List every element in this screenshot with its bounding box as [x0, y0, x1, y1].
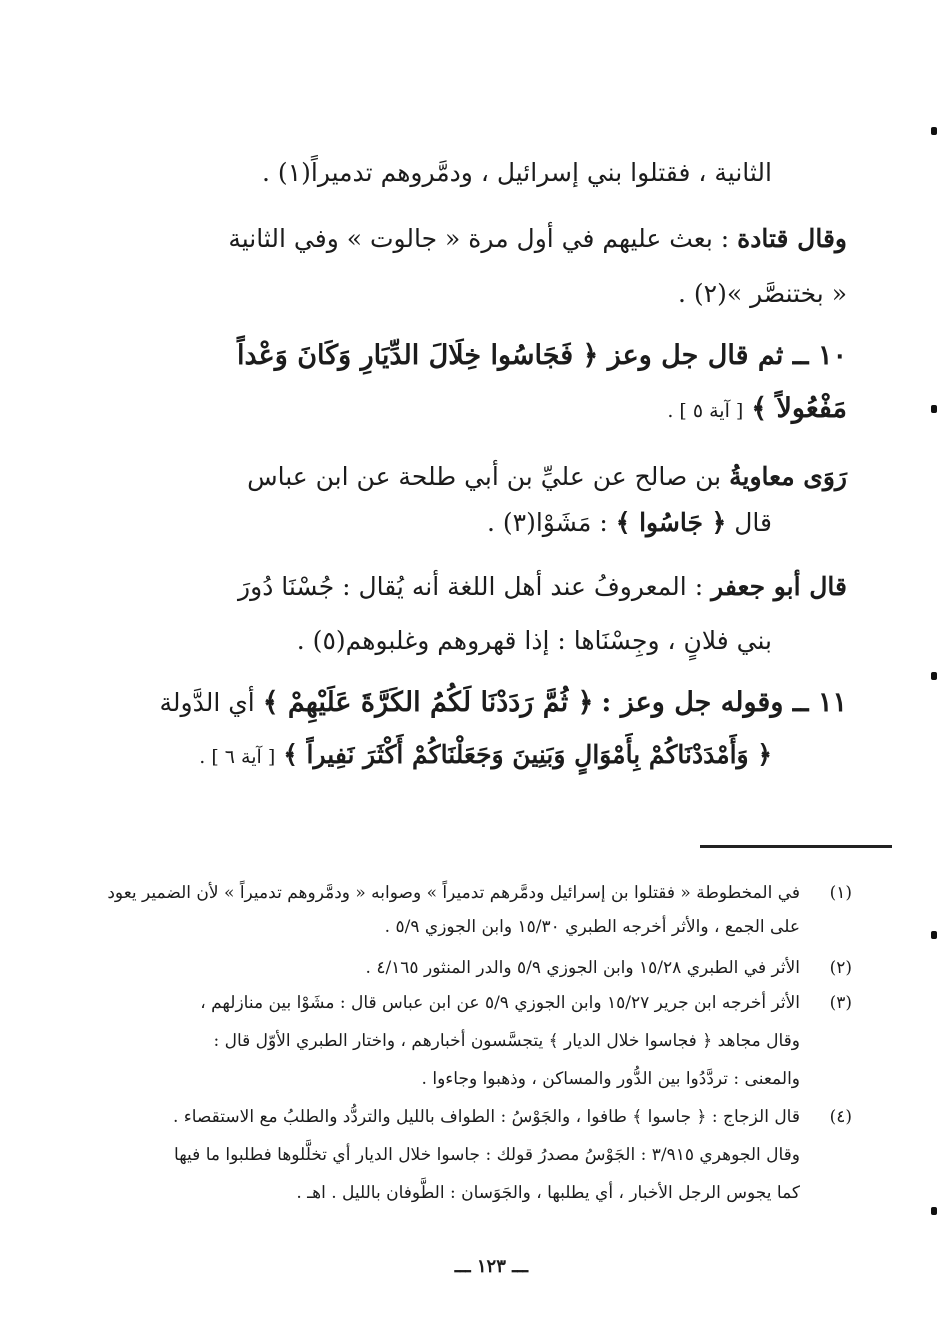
body-text: الثانية ، فقتلوا بني إسرائيل ، ودمَّروهم تدميراً(١) . — [262, 158, 772, 187]
verse-heading-line — [237, 339, 847, 373]
body-line — [238, 570, 847, 604]
body-text: بن صالح عن عليِّ بن أبي طلحة عن ابن عباس — [247, 462, 722, 491]
body-text: قال — [734, 508, 772, 537]
footnote-text: الأثر أخرجه ابن جرير ١٥/٢٧ وابن الجوزي ٥/٩ عن ابن عباس قال : مشَوْا بين منازلهم ، — [200, 993, 800, 1013]
body-line — [262, 156, 772, 190]
body-text: « بختنصَّر »(٢) . — [678, 279, 847, 308]
footnote-text: قال الزجاج : ﴿ جاسوا ﴾ طافوا ، والجَوْسُ : الطواف بالليل والتردُّد والطلبُ مع الاستقصاء . — [172, 1107, 800, 1127]
scan-edge-mark — [931, 672, 937, 680]
footnote-text: في المخطوطة « فقتلوا بن إسرائيل ودمَّرهم تدميراً » وصوابه « ودمَّروهم تدميراً » لأن الضمير يعود — [107, 883, 800, 903]
footnote-line — [296, 1180, 800, 1206]
footnote-line — [107, 880, 800, 906]
body-text: : المعروفُ عند أهل اللغة أنه يُقال : جُسْنَا دُورَ — [238, 572, 704, 601]
footnote-text: والمعنى : تردَّدُوا بين الدُّور والمساكن ، وذهبوا وجاءوا . — [421, 1069, 800, 1089]
footnote-text: وقال الجوهري ٣/٩١٥ : الجَوْسُ مصدرُ قولك : جاسوا خلال الديار أي تخلَّلوها فطلبوا ما فيها — [174, 1145, 800, 1165]
footnote-line — [385, 914, 800, 940]
body-line — [297, 624, 772, 658]
footnote-text: على الجمع ، والأثر أخرجه الطبري ١٥/٣٠ وابن الجوزي ٥/٩ . — [384, 917, 800, 937]
scan-edge-mark — [931, 1207, 937, 1215]
footnote-line — [366, 955, 801, 981]
footnote-text: الأثر في الطبري ١٥/٢٨ وابن الجوزي ٥/٩ والدر المنثور ٤/١٦٥ . — [365, 958, 800, 978]
speaker-name: وقال قتادة — [737, 224, 847, 253]
verse-reference: [ آية ٦ ] . — [199, 746, 276, 768]
speaker-name: قال أبو جعفر — [711, 572, 847, 601]
body-line — [678, 277, 847, 311]
body-text: : مَشَوْا(٣) . — [486, 508, 608, 537]
quran-verse: ﴿ ثُمَّ رَدَدْنَا لَكُمُ الكَرَّةَ عَلَيْهِمْ ﴾ — [262, 687, 594, 718]
body-line — [487, 506, 772, 540]
quran-verse: ﴿ وَأَمْدَدْنَاكُمْ بِأَمْوَالٍ وَبَنِينَ وَجَعَلْنَاكُمْ أَكْثَرَ نَفِيراً ﴾ — [283, 740, 772, 769]
footnote-line — [173, 1104, 800, 1130]
footnote-line — [213, 1028, 800, 1054]
narrator-name: رَوَى معاويةُ — [729, 462, 847, 491]
scan-edge-mark — [931, 127, 937, 135]
scan-edge-mark — [931, 931, 937, 939]
footnote-text: وقال مجاهد ﴿ فجاسوا خلال الديار ﴾ يتجسَّسون أخبارهم ، واختار الطبري الأوّل قال : — [213, 1031, 800, 1051]
footnote-text: كما يجوس الرجل الأخبار ، أي يطلبها ، والجَوَسان : الطَّوفان بالليل . اهـ . — [296, 1183, 800, 1203]
verse-number-heading: ١٠ ــ ثم قال جل وعز — [607, 340, 847, 371]
quran-verse: مَفْعُولاً ﴾ — [751, 393, 847, 424]
verse-line — [199, 738, 772, 774]
scan-edge-mark — [931, 405, 937, 413]
body-text: بني فلانٍ ، وجِسْنَاها : إذا قهروهم وغلبوهم(٥) . — [296, 626, 772, 655]
quran-word: ﴿ جَاسُوا ﴾ — [615, 508, 727, 537]
footnote-line — [422, 1066, 800, 1092]
quran-verse: ﴿ فَجَاسُوا خِلَالَ الدِّيَارِ وَكَانَ وَعْداً — [237, 340, 599, 371]
footnote-line — [174, 1142, 800, 1168]
verse-reference: [ آية ٥ ] . — [667, 400, 744, 422]
body-text: أي الدَّولة — [159, 688, 255, 717]
verse-line — [667, 392, 847, 428]
verse-number-heading: ١١ ــ وقوله جل وعز : — [601, 687, 847, 718]
verse-heading-line — [160, 686, 848, 720]
body-text: : بعث عليهم في أول مرة « جالوت » وفي الثانية — [228, 224, 730, 253]
footnote-number: (٣) — [829, 993, 852, 1013]
body-line — [228, 222, 847, 256]
body-line — [247, 460, 847, 494]
page-number: ـــ ١٢٣ ـــ — [454, 1256, 528, 1277]
footnote-line — [200, 990, 800, 1016]
footnote-divider — [700, 845, 892, 848]
footnote-number: (١) — [829, 883, 852, 903]
footnote-number: (٢) — [829, 958, 852, 978]
footnote-number: (٤) — [829, 1107, 852, 1127]
